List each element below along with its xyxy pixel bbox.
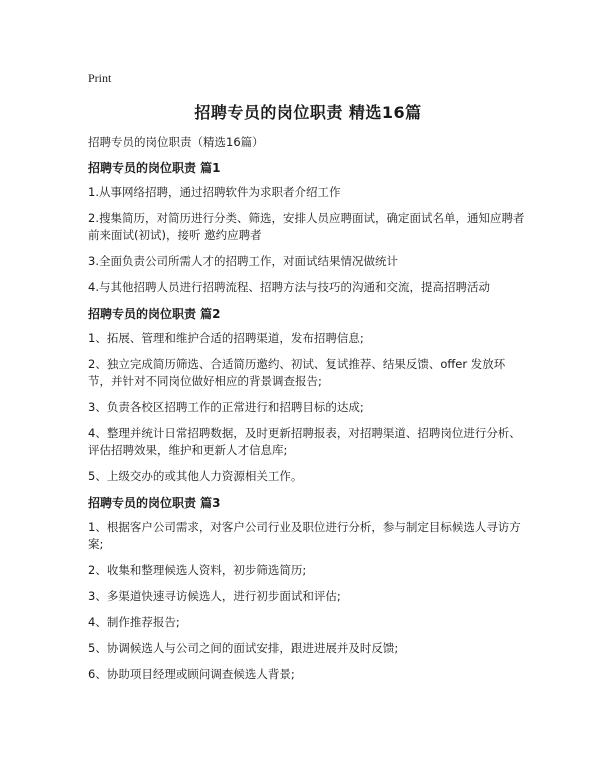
document-title: 招聘专员的岗位职责 精选16篇 xyxy=(194,103,422,122)
section-heading: 招聘专员的岗位职责 篇1 xyxy=(88,161,221,175)
list-item: 5、协调候选人与公司之间的面试安排，跟进进展并及时反馈; xyxy=(88,641,399,655)
list-item: 1、根据客户公司需求，对客户公司行业及职位进行分析，参与制定目标候选人寻访方案; xyxy=(88,520,521,551)
list-item: 4、制作推荐报告; xyxy=(88,615,180,629)
document-subtitle: 招聘专员的岗位职责（精选16篇） xyxy=(88,135,264,149)
list-item: 1.从事网络招聘，通过招聘软件为求职者介绍工作 xyxy=(88,185,341,199)
document-page xyxy=(88,70,528,692)
print-label[interactable]: Print xyxy=(88,71,112,85)
list-item: 6、协助项目经理或顾问调查候选人背景; xyxy=(88,667,295,681)
list-item: 3、多渠道快速寻访候选人，进行初步面试和评估; xyxy=(88,589,341,603)
list-item: 2.搜集简历，对简历进行分类、筛选，安排人员应聘面试，确定面试名单，通知应聘者前来面试(初试)，接听 邀约应聘者 xyxy=(88,211,525,242)
list-item: 1、拓展、管理和维护合适的招聘渠道，发布招聘信息; xyxy=(88,331,364,345)
section-heading: 招聘专员的岗位职责 篇3 xyxy=(88,496,221,510)
section-3 xyxy=(88,495,528,683)
list-item: 3.全面负责公司所需人才的招聘工作，对面试结果情况做统计 xyxy=(88,254,398,268)
section-1 xyxy=(88,160,528,296)
section-2 xyxy=(88,306,528,485)
list-item: 3、负责各校区招聘工作的正常进行和招聘目标的达成; xyxy=(88,400,364,414)
section-heading: 招聘专员的岗位职责 篇2 xyxy=(88,307,221,321)
list-item: 5、上级交办的或其他人力资源相关工作。 xyxy=(88,469,303,483)
list-item: 4.与其他招聘人员进行招聘流程、招聘方法与技巧的沟通和交流，提高招聘活动 xyxy=(88,280,490,294)
list-item: 2、收集和整理候选人资料，初步筛选简历; xyxy=(88,563,307,577)
list-item: 4、整理并统计日常招聘数据，及时更新招聘报表，对招聘渠道、招聘岗位进行分析、评估招聘效果，维护和更新人才信息库; xyxy=(88,426,521,457)
list-item: 2、独立完成简历筛选、合适简历邀约、初试、复试推荐、结果反馈、offer 发放环节，并针对不同岗位做好相应的背景调查报告; xyxy=(88,357,506,388)
